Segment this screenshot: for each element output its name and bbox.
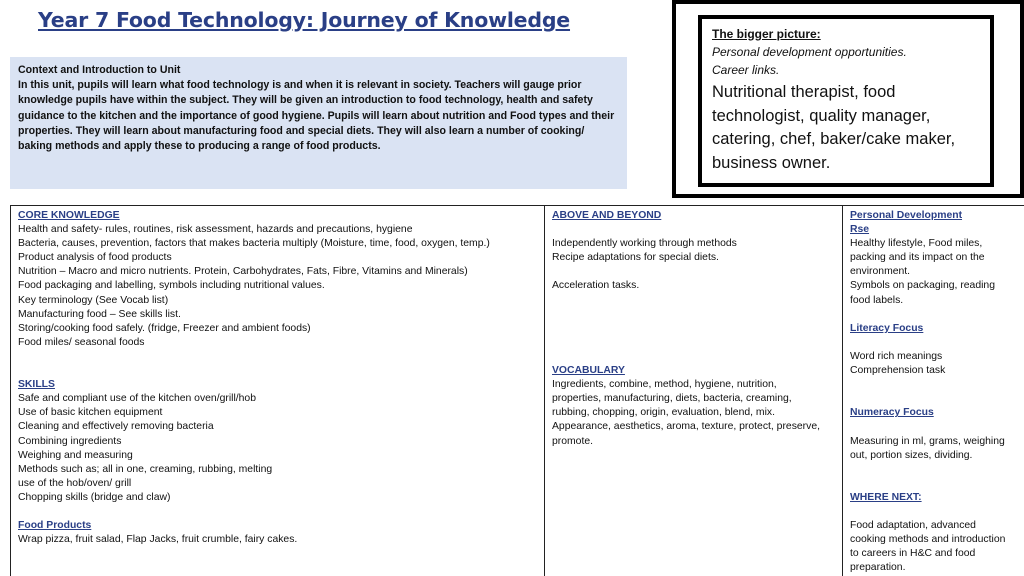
personal-development-column <box>843 206 1024 576</box>
spacer <box>552 308 835 322</box>
above-beyond-item: Acceleration tasks. <box>552 280 640 292</box>
core-item: Bacteria, causes, prevention, factors that makes bacteria multiply (Moisture, time, food, oxygen, temp.) <box>18 238 490 250</box>
personal-development-line: Personal development opportunities. <box>712 45 907 59</box>
spacer <box>850 336 1018 350</box>
personal-development-line: Healthy lifestyle, Food miles, <box>850 238 983 250</box>
skill-item: Safe and compliant use of the kitchen oven/grill/hob <box>18 393 256 405</box>
skill-item: Methods such as; all in one, creaming, rubbing, melting <box>18 463 273 475</box>
personal-development-line: environment. <box>850 266 911 278</box>
spacer <box>552 322 835 336</box>
skill-item: Combining ingredients <box>18 435 122 447</box>
where-next-line: to careers in H&C and food <box>850 548 976 560</box>
knowledge-table <box>10 205 1024 576</box>
above-beyond-item: Recipe adaptations for special diets. <box>552 252 719 264</box>
spacer <box>850 308 1018 322</box>
core-item: Health and safety- rules, routines, risk assessment, hazards and precautions, hygiene <box>18 224 413 236</box>
literacy-line: Word rich meanings <box>850 350 943 362</box>
spacer <box>850 420 1018 434</box>
core-item: Manufacturing food – See skills list. <box>18 308 181 320</box>
page-title: Year 7 Food Technology: Journey of Knowledge <box>38 8 571 32</box>
where-next-line: Food adaptation, advanced <box>850 520 976 532</box>
vocabulary-line: promote. <box>552 435 594 447</box>
vocabulary-line: Appearance, aesthetics, aroma, texture, protect, preserve, <box>552 421 820 433</box>
skills-heading: SKILLS <box>18 379 55 391</box>
spacer <box>850 392 1018 406</box>
above-beyond-heading: ABOVE AND BEYOND <box>552 210 662 221</box>
personal-development-heading: Personal Development <box>850 210 963 221</box>
careers-text: Nutritional therapist, food technologist, quality manager, catering, chef, baker/cake maker, business owner. <box>712 83 956 172</box>
vocabulary-line: Ingredients, combine, method, hygiene, nutrition, <box>552 379 777 391</box>
spacer <box>552 223 835 237</box>
food-products-heading: Food Products <box>18 520 92 532</box>
core-item: Food packaging and labelling, symbols including nutritional values. <box>18 280 325 292</box>
core-item: Nutrition – Macro and micro nutrients. Protein, Carbohydrates, Fats, Fibre, Vitamins and Minerals) <box>18 266 468 278</box>
numeracy-line: Measuring in ml, grams, weighing <box>850 435 1005 447</box>
skill-item: Cleaning and effectively removing bacteria <box>18 421 214 433</box>
skill-item: Weighing and measuring <box>18 449 133 461</box>
skill-item: use of the hob/oven/ grill <box>18 477 132 489</box>
above-beyond-column <box>545 206 843 576</box>
spacer <box>552 294 835 308</box>
where-next-heading: WHERE NEXT: <box>850 491 922 503</box>
spacer <box>552 350 835 364</box>
skill-item: Use of basic kitchen equipment <box>18 407 163 419</box>
core-item: Product analysis of food products <box>18 252 172 264</box>
skill-item: Chopping skills (bridge and claw) <box>18 491 171 503</box>
core-item: Storing/cooking food safely. (fridge, Freezer and ambient foods) <box>18 322 311 334</box>
context-body: In this unit, pupils will learn what food technology is and when it is relevant in society. Teachers will gauge prior knowledge pupils have within the subject. They will be given an introduction to food technology, health and safety guidance to the kitchen and the importance of good hygiene. Pupils will learn about nutrition and Food types and their properties. They will learn about manufacturing food and special diets. They will also learn a number of cooking/ baking methods and apply these to producing a range of food products. <box>18 79 615 153</box>
core-item: Food miles/ seasonal foods <box>18 336 145 348</box>
spacer <box>552 265 835 279</box>
core-knowledge-column <box>11 206 545 576</box>
core-knowledge-heading: CORE KNOWLEDGE <box>18 210 120 221</box>
personal-development-line: food labels. <box>850 294 904 306</box>
context-heading: Context and Introduction to Unit <box>18 64 181 76</box>
where-next-line: preparation. <box>850 562 906 574</box>
vocabulary-line: properties, manufacturing, diets, bacteria, creaming, <box>552 393 792 405</box>
career-links-line: Career links. <box>712 63 780 77</box>
spacer <box>18 505 537 519</box>
core-item: Key terminology (See Vocab list) <box>18 294 169 306</box>
personal-development-line: packing and its impact on the <box>850 252 985 264</box>
bigger-picture-panel <box>672 0 1024 198</box>
vocabulary-line: rubbing, chopping, origin, evaluation, blend, mix. <box>552 407 775 419</box>
personal-development-line: Symbols on packaging, reading <box>850 280 995 292</box>
spacer <box>850 505 1018 519</box>
spacer <box>850 378 1018 392</box>
spacer <box>850 477 1018 491</box>
food-products-text: Wrap pizza, fruit salad, Flap Jacks, fruit crumble, fairy cakes. <box>18 534 298 546</box>
bigger-picture-frame <box>698 15 994 187</box>
literacy-line: Comprehension task <box>850 365 946 377</box>
spacer <box>18 364 537 378</box>
spacer <box>850 463 1018 477</box>
numeracy-line: out, portion sizes, dividing. <box>850 449 973 461</box>
rse-heading: Rse <box>850 224 870 236</box>
bigger-picture-card <box>702 19 990 183</box>
vocabulary-heading: VOCABULARY <box>552 365 625 377</box>
literacy-heading: Literacy Focus <box>850 322 924 334</box>
spacer <box>552 336 835 350</box>
spacer <box>18 350 537 364</box>
bigger-picture-heading: The bigger picture: <box>712 27 821 41</box>
numeracy-heading: Numeracy Focus <box>850 407 934 419</box>
where-next-line: cooking methods and introduction <box>850 534 1006 546</box>
above-beyond-item: Independently working through methods <box>552 238 737 250</box>
context-box <box>10 57 627 189</box>
